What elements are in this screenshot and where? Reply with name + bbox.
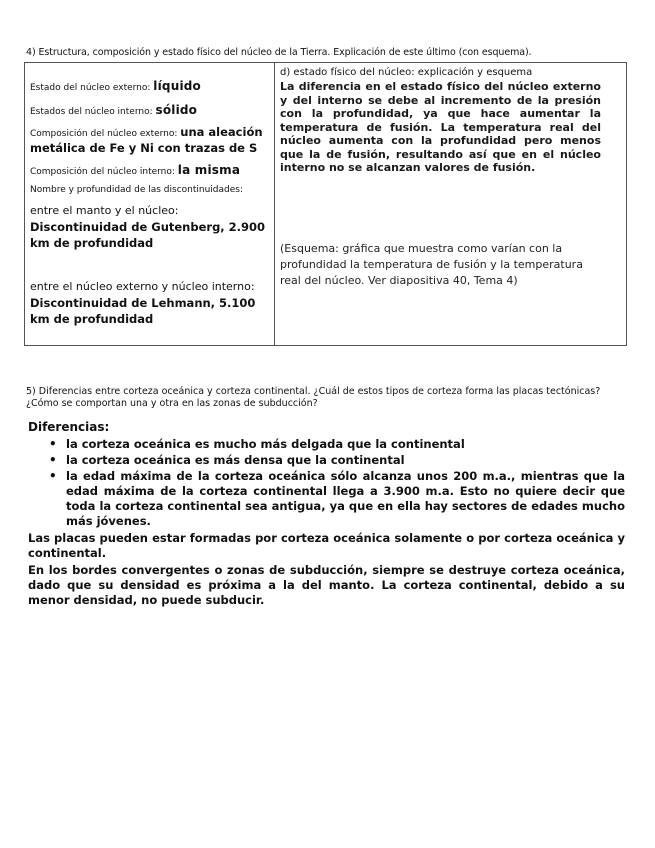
- inner-core-state: [30, 103, 197, 117]
- discontinuity-lehmann: [30, 279, 275, 327]
- left-cell: [25, 63, 275, 346]
- right-cell: [275, 63, 627, 346]
- discontinuity-gutenberg-value: Discontinuidad de Gutenberg, 2.900 km de profundidad: [30, 220, 266, 250]
- outer-core-composition-value: una aleación metálica de Fe y Ni con trazas de S: [30, 125, 263, 155]
- differences-title: Diferencias:: [28, 420, 110, 434]
- physical-state-explanation: La diferencia en el estado físico del núcleo externo y del interno se debe al incremento de la presión con la profundidad, ya que hace aumentar la temperatura de fusión. La temperatura real del núcleo aumenta con la profundidad pero menos que la de fusión, resultando así que en el núcleo interno no se alcanzan valores de fusión.: [280, 80, 601, 174]
- discontinuity-lehmann-value: Discontinuidad de Lehmann, 5.100 km de profundidad: [30, 296, 256, 326]
- subduction-paragraph: En los bordes convergentes o zonas de subducción, siempre se destruye corteza oceánica, dado que su densidad es próxima a la del manto. La corteza continental, debido a su menor densidad, no puede subducir.: [28, 563, 625, 607]
- outer-core-composition-label: Composición del núcleo externo:: [30, 129, 181, 139]
- physical-state-heading: d) estado físico del núcleo: explicación y esquema: [280, 67, 533, 78]
- inner-core-composition-value: la misma: [177, 163, 241, 177]
- list-item: • la edad máxima de la corteza oceánica sólo alcanza unos 200 m.a., mientras que la edad máxima de la corteza continental llega a 3.900 m.a. Esto no quiere decir que toda la corteza continental sea antigua, ya que en ella hay sectores de edades mucho más jóvenes.: [66, 469, 625, 529]
- outer-core-composition: [30, 125, 275, 157]
- answer-5: [28, 420, 625, 608]
- plates-paragraph: Las placas pueden estar formadas por corteza oceánica solamente o por corteza oceánica y continental.: [28, 531, 625, 560]
- answer-table: [24, 62, 627, 346]
- list-item: • la corteza oceánica es mucho más delgada que la continental: [66, 437, 625, 452]
- differences-list: [28, 437, 625, 529]
- discontinuity-lehmann-label: entre el núcleo externo y núcleo interno:: [30, 280, 255, 293]
- outer-core-state-label: Estado del núcleo externo:: [30, 83, 154, 93]
- inner-core-composition: [30, 163, 240, 177]
- inner-core-state-value: sólido: [155, 103, 198, 117]
- outer-core-state-value: líquido: [153, 79, 202, 93]
- discontinuities-title: Nombre y profundidad de las discontinuidades:: [30, 185, 243, 195]
- list-item: • la corteza oceánica es más densa que la continental: [66, 453, 625, 468]
- discontinuity-gutenberg-label: entre el manto y el núcleo:: [30, 204, 179, 217]
- discontinuity-gutenberg: [30, 203, 275, 251]
- inner-core-composition-label: Composición del núcleo interno:: [30, 167, 178, 177]
- schema-note: (Esquema: gráfica que muestra como varían con la profundidad la temperatura de fusión y la temperatura real del núcleo. Ver diapositiva 40, Tema 4): [280, 242, 583, 287]
- outer-core-state: [30, 79, 201, 93]
- inner-core-state-label: Estados del núcleo interno:: [30, 107, 156, 117]
- question-5: 5) Diferencias entre corteza oceánica y corteza continental. ¿Cuál de estos tipos de corteza forma las placas tectónicas? ¿Cómo se comportan una y otra en las zonas de subducción?: [26, 386, 601, 409]
- question-4: 4) Estructura, composición y estado físico del núcleo de la Tierra. Explicación de este último (con esquema).: [26, 47, 532, 58]
